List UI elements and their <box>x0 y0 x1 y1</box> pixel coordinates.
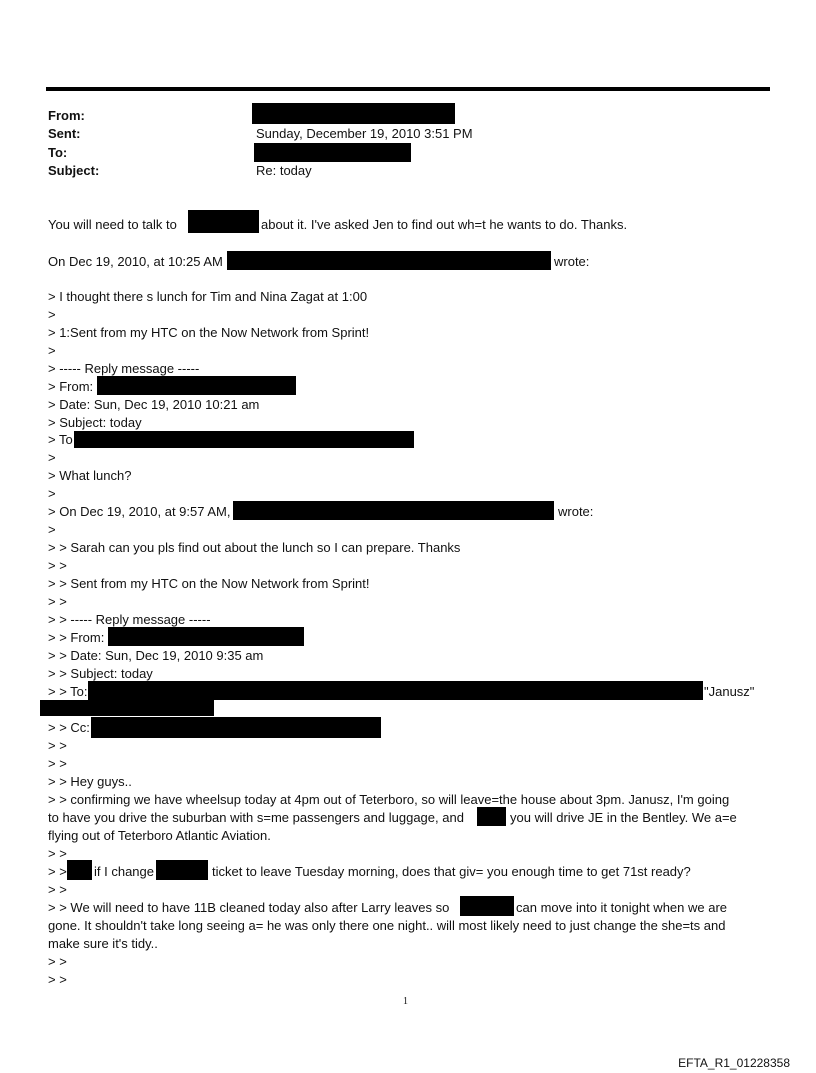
body-line: > On Dec 19, 2010, at 9:57 AM, <box>48 504 231 519</box>
body-line: > > Date: Sun, Dec 19, 2010 9:35 am <box>48 648 264 663</box>
body-line: > > <box>48 756 67 771</box>
body-line: gone. It shouldn't take long seeing a= he was only there one night.. will most likely need to just change the she=ts and <box>48 918 726 933</box>
bates-number: EFTA_R1_01228358 <box>678 1056 790 1070</box>
body-line: > > Cc: <box>48 720 90 735</box>
body-line: > > ----- Reply message ----- <box>48 612 211 627</box>
from-label: From: <box>48 108 85 123</box>
redaction-bar <box>156 860 208 880</box>
body-line: > > Hey guys.. <box>48 774 132 789</box>
body-line: > > <box>48 882 67 897</box>
subject-value: Re: today <box>256 163 312 178</box>
redaction-bar <box>108 627 304 646</box>
body-line: wrote: <box>558 504 594 519</box>
body-line: > I thought there s lunch for Tim and Nina Zagat at 1:00 <box>48 289 368 304</box>
body-line: wrote: <box>554 254 590 269</box>
sent-label: Sent: <box>48 126 81 141</box>
body-line: > ----- Reply message ----- <box>48 361 200 376</box>
body-line: flying out of Teterboro Atlantic Aviation. <box>48 828 271 843</box>
sent-value: Sunday, December 19, 2010 3:51 PM <box>256 126 473 141</box>
body-line: > > <box>48 558 67 573</box>
body-line: > > Sarah can you pls find out about the lunch so I can prepare. Thanks <box>48 540 461 555</box>
body-line: > > confirming we have wheelsup today at 4pm out of Teterboro, so will leave=the house about 3pm. Janusz, I'm going <box>48 792 730 807</box>
to-label: To: <box>48 145 68 160</box>
body-line: > > <box>48 864 67 879</box>
body-line: > > <box>48 594 67 609</box>
body-line: On Dec 19, 2010, at 10:25 AM <box>48 254 223 269</box>
redaction-bar <box>460 896 514 916</box>
redaction-bar <box>188 210 259 233</box>
redaction-bar <box>254 143 411 162</box>
redaction-bar <box>40 700 214 716</box>
header-rule <box>46 87 770 91</box>
body-line: > <box>48 450 56 465</box>
body-line: if I change <box>94 864 154 879</box>
body-line: can move into it tonight when we are <box>516 900 728 915</box>
body-line: "Janusz" <box>704 684 755 699</box>
body-line: > Subject: today <box>48 415 142 430</box>
redaction-bar <box>74 431 414 448</box>
redaction-bar <box>233 501 554 520</box>
body-line: You will need to talk to <box>48 217 177 232</box>
redaction-bar <box>91 717 381 738</box>
body-line: > > <box>48 738 67 753</box>
redaction-bar <box>88 681 703 700</box>
body-line: > > We will need to have 11B cleaned today also after Larry leaves so <box>48 900 450 915</box>
body-line: to have you drive the suburban with s=me passengers and luggage, and <box>48 810 464 825</box>
body-line: ticket to leave Tuesday morning, does that giv= you enough time to get 71st ready? <box>212 864 691 879</box>
body-line: > > To: <box>48 684 88 699</box>
body-line: make sure it's tidy.. <box>48 936 158 951</box>
redaction-bar <box>477 807 506 826</box>
body-line: > 1:Sent from my HTC on the Now Network from Sprint! <box>48 325 370 340</box>
body-line: > To <box>48 432 73 447</box>
body-line: > <box>48 522 56 537</box>
redaction-bar <box>97 376 296 395</box>
subject-label: Subject: <box>48 163 100 178</box>
body-line: you will drive JE in the Bentley. We a=e <box>510 810 737 825</box>
body-line: > > Subject: today <box>48 666 153 681</box>
body-line: > From: <box>48 379 94 394</box>
redaction-bar <box>67 860 92 880</box>
body-line: > > Sent from my HTC on the Now Network from Sprint! <box>48 576 370 591</box>
redaction-bar <box>227 251 551 270</box>
body-line: > What lunch? <box>48 468 132 483</box>
body-line: > <box>48 486 56 501</box>
body-line: about it. I've asked Jen to find out wh=t he wants to do. Thanks. <box>261 217 628 232</box>
body-line: > <box>48 343 56 358</box>
body-line: > > <box>48 954 67 969</box>
body-line: > Date: Sun, Dec 19, 2010 10:21 am <box>48 397 260 412</box>
body-line: > > <box>48 972 67 987</box>
page-number: 1 <box>403 996 408 1007</box>
body-line: > > <box>48 846 67 861</box>
body-line: > <box>48 307 56 322</box>
body-line: > > From: <box>48 630 105 645</box>
redaction-bar <box>252 103 455 124</box>
